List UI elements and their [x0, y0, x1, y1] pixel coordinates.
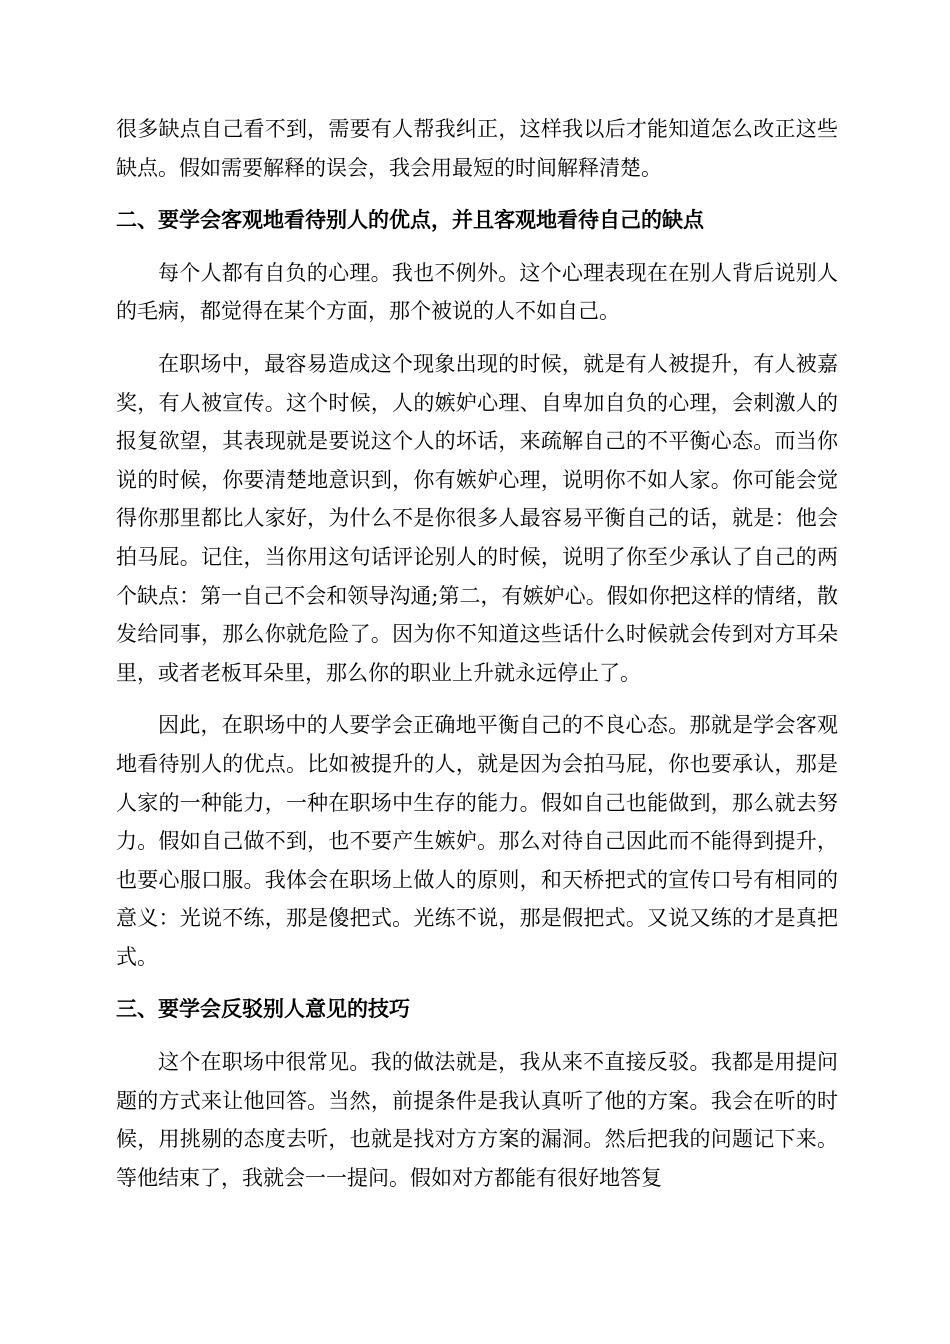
paragraph-continued: 很多缺点自己看不到，需要有人帮我纠正，这样我以后才能知道怎么改正这些缺点。假如需要解释的误会，我会用最短的时间解释清楚。 — [116, 117, 838, 180]
section-heading-2: 二、要学会客观地看待别人的优点，并且客观地看待自己的缺点 — [116, 207, 704, 233]
paragraph: 因此，在职场中的人要学会正确地平衡自己的不良心态。那就是学会客观地看待别人的优点。比如被提升的人，就是因为会拍马屁，你也要承认，那是人家的一种能力，一种在职场中生存的能力。假如自己也能做到，那么就去努力。假如自己做不到，也不要产生嫉妒。那么对待自己因此而不能得到提升，也要心服口服。我体会在职场上做人的原则，和天桥把式的宣传口号有相同的意义：光说不练，那是傻把式。光练不说，那是假把式。又说又练的才是真把式。 — [116, 713, 838, 969]
paragraph: 在职场中，最容易造成这个现象出现的时候，就是有人被提升，有人被嘉奖，有人被宣传。这个时候，人的嫉妒心理、自卑加自负的心理，会刺激人的报复欲望，其表现就是要说这个人的坏话，来疏解自己的不平衡心态。而当你说的时候，你要清楚地意识到，你有嫉妒心理，说明你不如人家。你可能会觉得你那里都比人家好，为什么不是你很多人最容易平衡自己的话，就是：他会拍马屁。记住，当你用这句话评论别人的时候，说明了你至少承认了自己的两个缺点：第一自己不会和领导沟通;第二，有嫉妒心。假如你把这样的情绪，散发给同事，那么你就危险了。因为你不知道这些话什么时候就会传到对方耳朵里，或者老板耳朵里，那么你的职业上升就永远停止了。 — [116, 351, 838, 685]
section-heading-3: 三、要学会反驳别人意见的技巧 — [116, 996, 410, 1022]
paragraph: 每个人都有自负的心理。我也不例外。这个心理表现在在别人背后说别人的毛病，都觉得在某个方面，那个被说的人不如自己。 — [116, 260, 838, 324]
document-page — [116, 110, 838, 1197]
paragraph: 这个在职场中很常见。我的做法就是，我从来不直接反驳。我都是用提问题的方式来让他回答。当然，前提条件是我认真听了他的方案。我会在听的时候，用挑剔的态度去听，也就是找对方方案的漏洞。然后把我的问题记下来。等他结束了，我就会一一提问。假如对方都能有很好地答复 — [116, 1050, 838, 1190]
